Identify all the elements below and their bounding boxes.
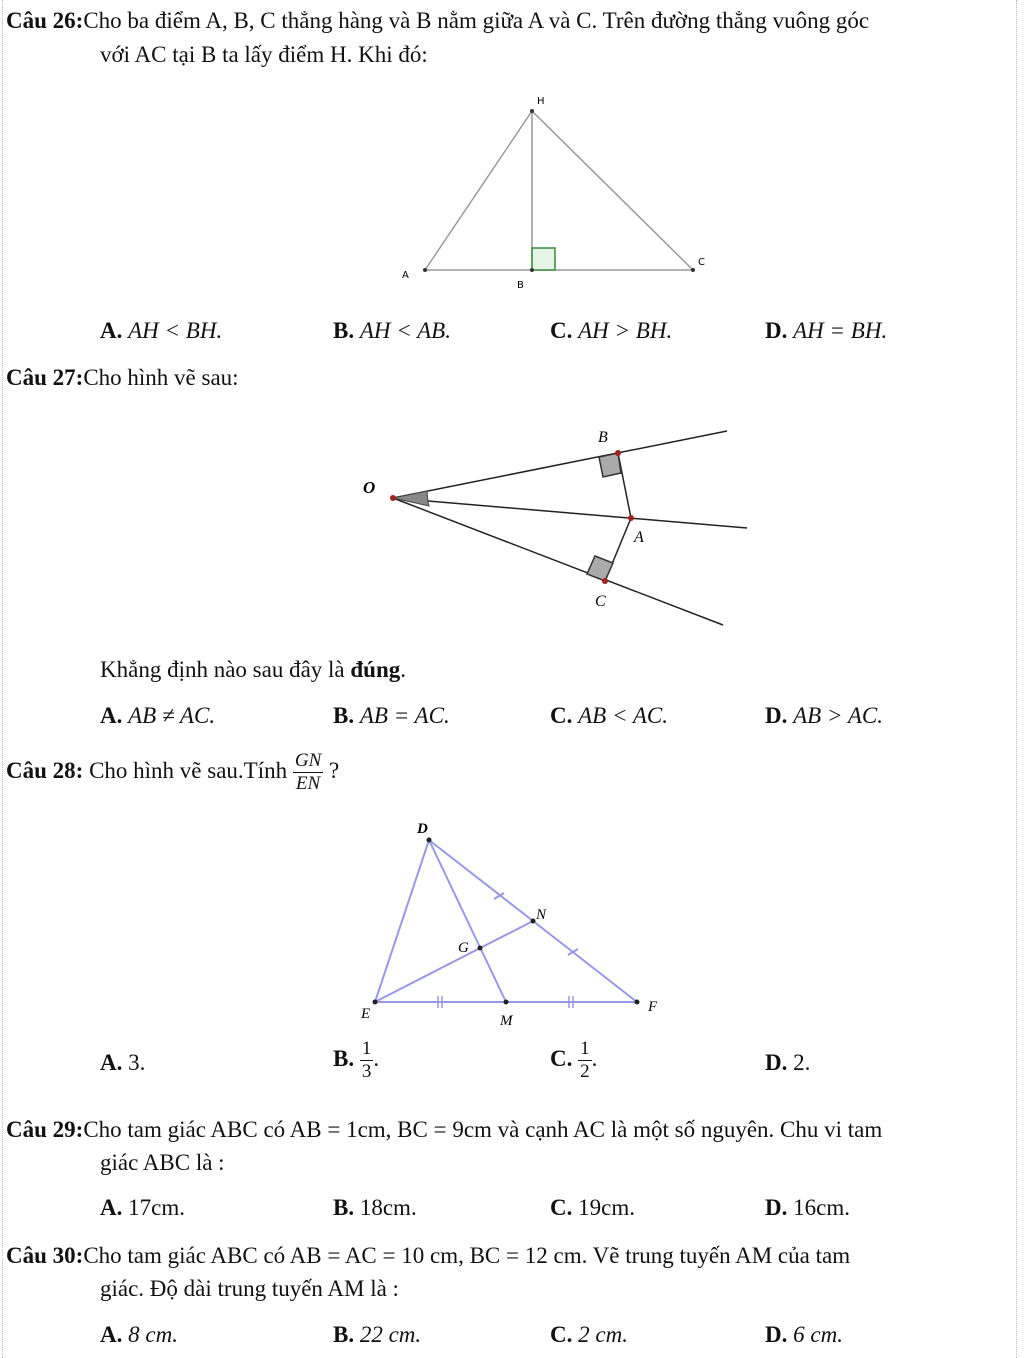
question-29-label: Câu 29: [6, 1117, 84, 1142]
label-c: C [698, 257, 705, 268]
label-o: O [363, 478, 376, 497]
option-27-d[interactable]: D. AB > AC. [765, 703, 883, 728]
question-29-line1 [6, 1117, 882, 1143]
question-27-statement: Khẳng định nào sau đây là đúng. [100, 657, 407, 682]
option-30-c[interactable]: C. 2 cm. [550, 1322, 628, 1347]
question-26-line1 [6, 8, 869, 34]
right-angle-marker [532, 248, 555, 270]
ray-oa [393, 498, 747, 528]
question-27-text: Cho hình vẽ sau: [83, 365, 239, 390]
point-c [602, 578, 608, 584]
label-b: B [598, 429, 608, 446]
question-26-label: Câu 26: [6, 8, 84, 33]
question-27-label: Câu 27: [6, 365, 84, 390]
page-left-border [2, 0, 4, 1358]
option-30-b[interactable]: B. 22 cm. [333, 1322, 422, 1347]
question-28-fraction: $\frac{GN}{EN}$ [294, 750, 322, 794]
label-g: G [458, 940, 469, 956]
label-b: B [517, 280, 524, 291]
option-26-c[interactable]: C. AH > BH. [550, 318, 673, 343]
label-h: H [537, 96, 545, 107]
option-26-a[interactable]: A. AH < BH. [100, 318, 223, 343]
option-30-d[interactable]: D. 6 cm. [765, 1322, 843, 1347]
right-angle-marker-c [587, 556, 613, 581]
option-29-b[interactable]: B. 18cm. [333, 1195, 417, 1220]
label-f: F [648, 999, 658, 1015]
option-28-c[interactable]: C. $\frac{1}{2}$ . [550, 1038, 598, 1082]
point-n [531, 919, 536, 924]
option-27-b[interactable]: B. AB = AC. [333, 703, 450, 728]
option-27-c[interactable]: C. AB < AC. [550, 703, 668, 728]
question-28-label: Câu 28: [6, 757, 84, 783]
figure-27 [355, 420, 765, 635]
question-30-line1 [6, 1243, 850, 1269]
point-o [390, 495, 396, 501]
question-27-line1 [6, 365, 239, 391]
label-m: M [500, 1013, 513, 1029]
point-m [504, 1000, 509, 1005]
label-d: D [417, 821, 428, 837]
point-e [373, 1000, 378, 1005]
question-26-line2: với AC tại B ta lấy điểm H. Khi đó: [100, 42, 428, 67]
question-28-line1: Câu 28: Cho hình vẽ sau.Tính $\frac{GN}{EN}$ ? [6, 750, 340, 794]
question-30-label: Câu 30: [6, 1243, 84, 1268]
point-f [635, 1000, 640, 1005]
point-a [423, 268, 427, 272]
angle-marker-o [393, 491, 429, 506]
option-30-a[interactable]: A. 8 cm. [100, 1322, 178, 1347]
median-dm [429, 840, 506, 1002]
point-d [427, 838, 432, 843]
segment-ah [425, 111, 532, 270]
ray-oc [393, 498, 723, 625]
point-g [478, 946, 483, 951]
question-30-text: Cho tam giác ABC có AB = AC = 10 cm, BC = 12 cm. Vẽ trung tuyến AM của tam [83, 1243, 851, 1268]
page-right-border [1016, 0, 1018, 1358]
option-26-d[interactable]: D. AH = BH. [765, 318, 888, 343]
point-h [530, 109, 534, 113]
label-c: C [595, 593, 606, 610]
question-29-text: Cho tam giác ABC có AB = 1cm, BC = 9cm và cạnh AC là một số nguyên. Chu vi tam [83, 1117, 883, 1142]
figure-26 [380, 88, 720, 298]
option-29-c[interactable]: C. 19cm. [550, 1195, 635, 1220]
label-e: E [361, 1006, 371, 1022]
option-28-d[interactable]: D. 2. [765, 1050, 811, 1075]
label-a: A [402, 270, 409, 281]
label-n: N [536, 907, 547, 923]
point-b [615, 450, 621, 456]
option-27-a[interactable]: A. AB ≠ AC. [100, 703, 216, 728]
point-c [691, 268, 695, 272]
segment-hc [532, 111, 693, 270]
option-28-a[interactable]: A. 3. [100, 1050, 146, 1075]
figure-28 [355, 815, 675, 1035]
option-29-a[interactable]: A. 17cm. [100, 1195, 185, 1220]
option-26-b[interactable]: B. AH < AB. [333, 318, 451, 343]
point-a [628, 515, 634, 521]
ray-ob [393, 431, 727, 498]
label-a: A [634, 529, 644, 546]
question-30-line2: giác. Độ dài trung tuyến AM là : [100, 1276, 399, 1301]
question-26-text: Cho ba điểm A, B, C thẳng hàng và B nằm giữa A và C. Trên đường thẳng vuông góc [83, 8, 870, 33]
question-29-line2: giác ABC là : [100, 1150, 225, 1175]
option-28-b[interactable]: B. $\frac{1}{3}$ . [333, 1038, 380, 1082]
right-angle-marker-b [599, 453, 621, 477]
option-29-d[interactable]: D. 16cm. [765, 1195, 850, 1220]
point-b [530, 268, 534, 272]
question-28-text: Cho hình vẽ sau.Tính [89, 757, 288, 783]
